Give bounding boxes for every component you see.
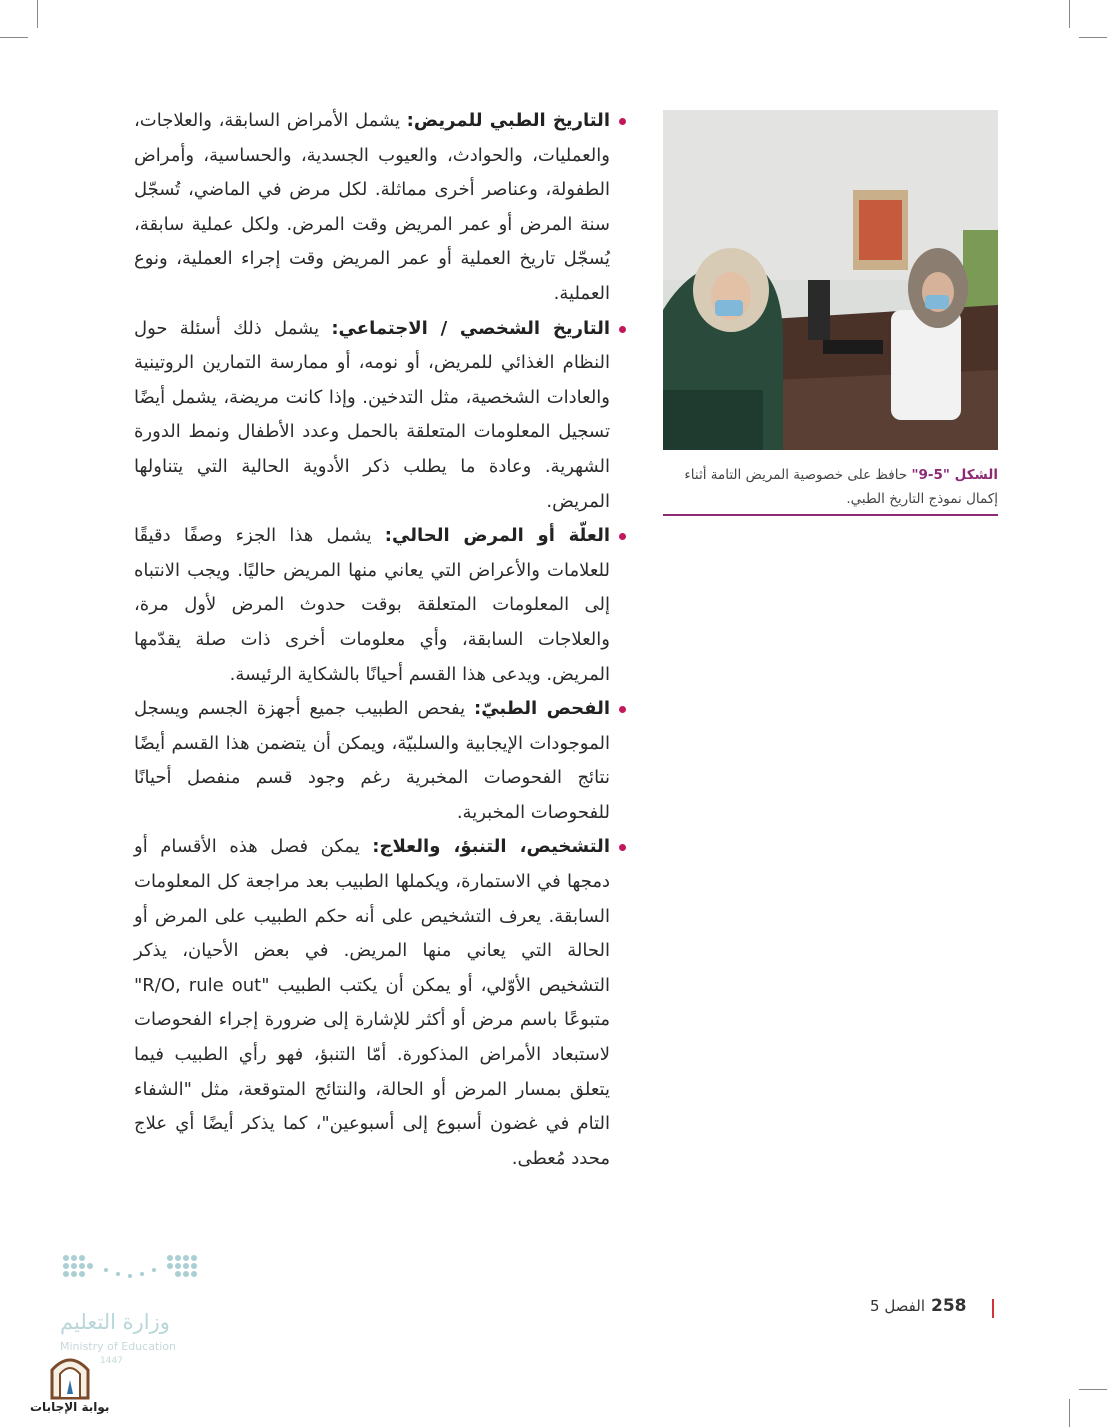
bullet-text: يشمل هذا الجزء وصفًا دقيقًا للعلامات والأعراض التي يعاني منها المريض حاليًا. ويجب الانتباه إلى المعلومات المتعلقة بوقت حدوث المرض لأول مرة، والعلاجات السابقة، وأي معلومات أخرى ذات صلة يقدّمها المريض. ويدعى هذا القسم أحيانًا بالشكاية الرئيسة. (134, 525, 610, 685)
page-footer (870, 1296, 967, 1316)
caption-divider (663, 514, 998, 516)
doctor-patient-photo (663, 110, 998, 450)
main-text (134, 104, 626, 1176)
figure-caption (663, 463, 998, 511)
bullet-text: يشمل الأمراض السابقة، والعلاجات، والعمليات، والحوادث، والعيوب الجسدية، والحساسية، وأمراض الطفولة، وعناصر أخرى مماثلة. لكل مرض في الماضي، تُسجّل سنة المرض أو عمر المريض وقت المرض. ولكل عملية سابقة، يُسجّل تاريخ العملية أو عمر المريض وقت إجراء العملية، ونوع العملية. (134, 110, 610, 304)
ministry-year: 1447 (100, 1356, 123, 1366)
chapter-label: الفصل 5 (870, 1297, 926, 1315)
bullet-medical-history (134, 104, 626, 312)
crop-mark (1079, 37, 1107, 38)
bullet-dot (619, 844, 626, 851)
bullet-term: التاريخ الشخصي / الاجتماعي: (331, 317, 610, 339)
gateway-label: بوابة الإجابات (30, 1400, 110, 1414)
bullet-present-illness (134, 519, 626, 692)
bullet-term: التاريخ الطبي للمريض: (406, 110, 610, 131)
bullet-term: الفحص الطبيّ: (474, 698, 610, 720)
bullet-term: التشخيص، التنبؤ، والعلاج: (372, 836, 610, 858)
bullet-dot (619, 326, 626, 333)
bullet-physical-exam (134, 692, 626, 830)
figure-caption-text: حافظ على خصوصية المريض التامة أثناء إكمال نموذج التاريخ الطبي. (684, 467, 998, 507)
crop-mark (1069, 1399, 1070, 1427)
page-number: 258 (931, 1296, 967, 1316)
page-marker-bar (992, 1299, 994, 1318)
ministry-name-ar: وزارة التعليم (60, 1310, 170, 1334)
bullet-term: العلّة أو المرض الحالي: (384, 525, 610, 547)
crop-mark (1069, 0, 1070, 28)
bullet-dot (619, 706, 626, 713)
bullet-dot (619, 118, 626, 125)
ministry-name-en: Ministry of Education (60, 1340, 177, 1353)
bullet-dot (619, 533, 626, 540)
figure-label: الشكل "5-9" (911, 467, 998, 483)
crop-mark (1079, 1389, 1107, 1390)
bullet-text: يشمل ذلك أسئلة حول النظام الغذائي للمريض، أو نومه، أو ممارسة التمارين الروتينية والعادات الشخصية، مثل التدخين. وإذا كانت مريضة، يشمل أيضًا تسجيل المعلومات المتعلقة بالحمل وعدد الأطفال ونمط الدورة الشهرية. وعادة ما يطلب ذكر الأدوية الحالية التي يتناولها المريض. (134, 317, 610, 512)
bullet-social-history (134, 312, 626, 520)
bullet-text: يفحص الطبيب جميع أجهزة الجسم ويسجل الموجودات الإيجابية والسلبيّة، ويمكن أن يتضمن هذا القسم أيضًا نتائج الفحوصات المخبرية رغم وجود قسم منفصل أحيانًا للفحوصات المخبرية. (134, 698, 610, 823)
bullet-diagnosis (134, 830, 626, 1176)
crop-mark (37, 0, 38, 28)
crop-mark (0, 37, 28, 38)
bullet-text: يمكن فصل هذه الأقسام أو دمجها في الاستمارة، ويكملها الطبيب بعد مراجعة كل المعلومات السابقة. يعرف التشخيص على أنه حكم الطبيب على المرض أو الحالة التي يعاني منها المريض. في بعض الأحيان، يذكر التشخيص الأوّلي، أو يمكن أن يكتب الطبيب "R/O, rule out" متبوعًا باسم مرض أو أكثر للإشارة إلى ضرورة إجراء الفحوصات لاستبعاد الأمراض المذكورة. أمّا التنبؤ، فهو رأي الطبيب فيما يتعلق بمسار المرض أو الحالة، والنتائج المتوقعة، مثل "الشفاء التام في غضون أسبوع إلى أسبوعين"، كما يذكر أيضًا أي علاج محدد مُعطى. (134, 836, 610, 1169)
